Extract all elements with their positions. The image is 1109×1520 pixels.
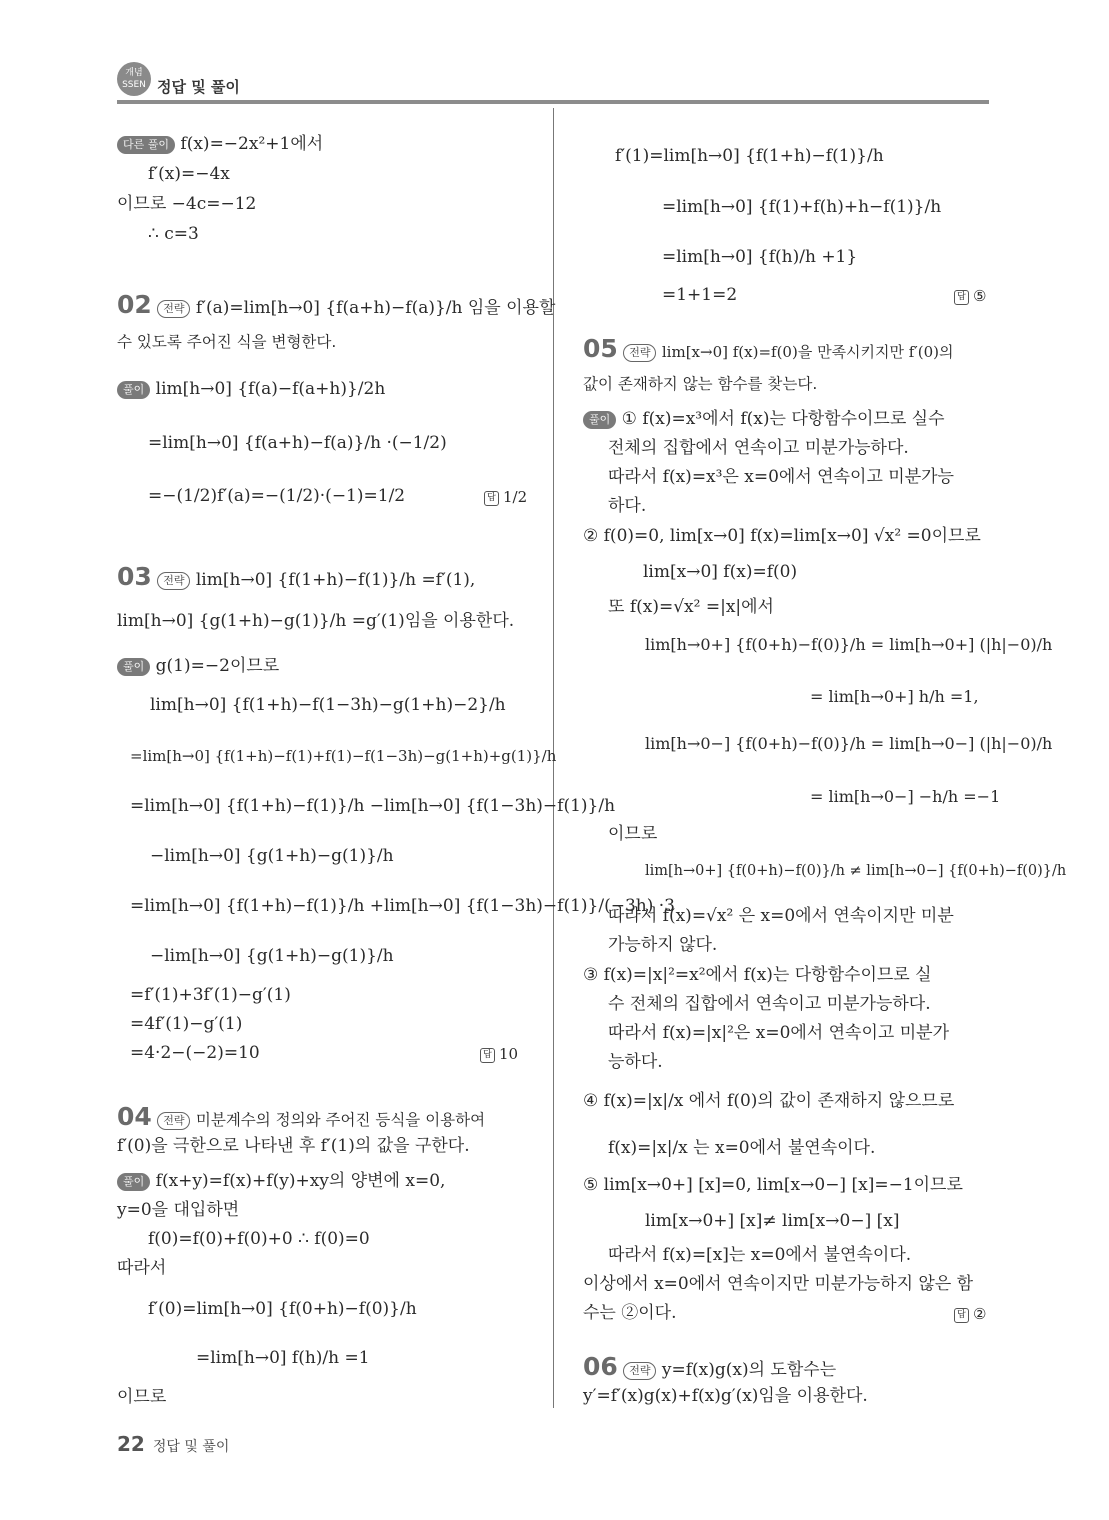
solution-line: lim[x→0] f(x)=f(0) bbox=[643, 562, 798, 582]
solution-line: =lim[h→0] {f(a+h)−f(a)}/h ·(−1/2) bbox=[148, 433, 447, 453]
solution-line: 따라서 f(x)=|x|²은 x=0에서 연속이고 미분가 bbox=[608, 1023, 949, 1043]
solution-line: 수는 ②이다. bbox=[583, 1303, 677, 1323]
solution-line: −lim[h→0] {g(1+h)−g(1)}/h bbox=[150, 946, 394, 966]
alt-line: ∴ c=3 bbox=[148, 224, 199, 244]
solution-line: =1+1=2 bbox=[662, 285, 738, 305]
answer: 답 ② bbox=[954, 1305, 986, 1323]
solution-line: ⑤ lim[x→0+] [x]=0, lim[x→0−] [x]=−1이므로 bbox=[583, 1175, 963, 1195]
solution-line: =−(1/2)f′(a)=−(1/2)·(−1)=1/2 bbox=[148, 486, 406, 506]
problem-05-header bbox=[583, 334, 954, 363]
solution-line: ② f(0)=0, lim[x→0] f(x)=lim[x→0] √x² =0이므로 bbox=[583, 526, 981, 546]
solution-line: 풀이 f(x+y)=f(x)+f(y)+xy의 양변에 x=0, bbox=[117, 1170, 445, 1192]
solution-line: =4·2−(−2)=10 bbox=[130, 1043, 260, 1063]
solution-line: f′(0)=lim[h→0] {f(0+h)−f(0)}/h bbox=[148, 1299, 417, 1319]
solution-line: 하다. bbox=[608, 496, 647, 516]
solution-line: 따라서 f(x)=√x² 은 x=0에서 연속이지만 미분 bbox=[608, 906, 954, 926]
problem-02-header bbox=[117, 290, 556, 319]
alt-solution: 다른 풀이 f(x)=−2x²+1에서 bbox=[117, 133, 323, 155]
solution-line: lim[x→0+] [x]≠ lim[x→0−] [x] bbox=[645, 1211, 900, 1231]
solution-line: 풀이 lim[h→0] {f(a)−f(a+h)}/2h bbox=[117, 378, 385, 400]
answer-mark: 답 bbox=[954, 290, 969, 305]
solution-line: 또 f(x)=√x² =|x|에서 bbox=[608, 597, 774, 617]
page-footer bbox=[117, 1432, 229, 1456]
problem-number: 04 bbox=[117, 1102, 152, 1131]
solution-line: 따라서 bbox=[117, 1258, 167, 1278]
solution-line: 풀이 g(1)=−2이므로 bbox=[117, 655, 279, 677]
strategy-tag: 전략 bbox=[157, 1112, 190, 1130]
solution-line: ④ f(x)=|x|/x 에서 f(0)의 값이 존재하지 않으므로 bbox=[583, 1091, 955, 1111]
solution-line: =4f′(1)−g′(1) bbox=[130, 1014, 243, 1034]
header-rule bbox=[117, 100, 989, 104]
solution-line: = lim[h→0−] −h/h =−1 bbox=[810, 787, 1001, 806]
solution-line: −lim[h→0] {g(1+h)−g(1)}/h bbox=[150, 846, 394, 866]
solution-line: 수 전체의 집합에서 연속이고 미분가능하다. bbox=[608, 994, 931, 1014]
problem-03-header bbox=[117, 562, 476, 591]
solution-tag: 풀이 bbox=[117, 381, 150, 399]
page-number: 22 bbox=[117, 1432, 145, 1456]
strategy-text: y′=f′(x)g(x)+f(x)g′(x)임을 이용한다. bbox=[583, 1386, 868, 1406]
solution-line: =lim[h→0] {f(1+h)−f(1)+f(1)−f(1−3h)−g(1+h)+g(1)}/h bbox=[130, 747, 557, 765]
solution-line: f′(1)=lim[h→0] {f(1+h)−f(1)}/h bbox=[615, 146, 884, 166]
solution-line: f(x)=|x|/x 는 x=0에서 불연속이다. bbox=[608, 1138, 876, 1158]
strategy-text: lim[x→0] f(x)=f(0)을 만족시키지만 f′(0)의 bbox=[661, 343, 954, 361]
strategy-text: f′(0)을 극한으로 나타낸 후 f′(1)의 값을 구한다. bbox=[117, 1136, 470, 1156]
solution-line: =lim[h→0] {f(1)+f(h)+h−f(1)}/h bbox=[662, 197, 942, 217]
answer: 답 10 bbox=[480, 1045, 518, 1063]
problem-06-header bbox=[583, 1352, 837, 1381]
strategy-tag: 전략 bbox=[623, 344, 656, 362]
solution-line: y=0을 대입하면 bbox=[117, 1200, 240, 1220]
solution-line: 풀이 ① f(x)=x³에서 f(x)는 다항함수이므로 실수 bbox=[583, 408, 945, 430]
solution-line: =lim[h→0] {f(1+h)−f(1)}/h +lim[h→0] {f(1−3h)−f(1)}/(−3h) ·3 bbox=[130, 896, 675, 916]
solution-line: 따라서 f(x)=[x]는 x=0에서 불연속이다. bbox=[608, 1245, 912, 1265]
alt-line: f′(x)=−4x bbox=[148, 164, 230, 184]
solution-line: =lim[h→0] {f(h)/h +1} bbox=[662, 247, 858, 267]
problem-number: 03 bbox=[117, 562, 152, 591]
solution-tag: 풀이 bbox=[583, 411, 616, 429]
alt-solution-tag: 다른 풀이 bbox=[117, 136, 175, 154]
strategy-text: lim[h→0] {f(1+h)−f(1)}/h =f′(1), bbox=[195, 570, 476, 590]
header-title: 정답 및 풀이 bbox=[157, 78, 240, 96]
problem-number: 05 bbox=[583, 334, 618, 363]
solution-tag: 풀이 bbox=[117, 658, 150, 676]
brand-logo: 개념 SSEN bbox=[117, 62, 151, 96]
solution-line: =f′(1)+3f′(1)−g′(1) bbox=[130, 985, 291, 1005]
solution-line: lim[h→0] {f(1+h)−f(1−3h)−g(1+h)−2}/h bbox=[150, 695, 506, 715]
answer: 답 1/2 bbox=[484, 488, 527, 506]
solution-line: 전체의 집합에서 연속이고 미분가능하다. bbox=[608, 438, 909, 458]
problem-number: 06 bbox=[583, 1352, 618, 1381]
strategy-tag: 전략 bbox=[157, 300, 190, 318]
footer-title: 정답 및 풀이 bbox=[152, 1439, 230, 1455]
strategy-text: lim[h→0] {g(1+h)−g(1)}/h =g′(1)임을 이용한다. bbox=[117, 611, 515, 631]
strategy-text: 값이 존재하지 않는 함수를 찾는다. bbox=[583, 375, 818, 393]
strategy-text: y=f(x)g(x)의 도함수는 bbox=[661, 1360, 837, 1380]
problem-number: 02 bbox=[117, 290, 152, 319]
answer-mark: 답 bbox=[484, 491, 499, 506]
problem-04-header bbox=[117, 1102, 486, 1131]
solution-line: 따라서 f(x)=x³은 x=0에서 연속이고 미분가능 bbox=[608, 467, 954, 487]
solution-line: 이므로 bbox=[117, 1387, 167, 1407]
solution-line: 이므로 bbox=[608, 824, 658, 844]
solution-line: ③ f(x)=|x|²=x²에서 f(x)는 다항함수이므로 실 bbox=[583, 965, 932, 985]
solution-line: =lim[h→0] {f(1+h)−f(1)}/h −lim[h→0] {f(1−3h)−f(1)}/h bbox=[130, 796, 616, 816]
solution-line: 가능하지 않다. bbox=[608, 935, 718, 955]
solution-line: 이상에서 x=0에서 연속이지만 미분가능하지 않은 함 bbox=[583, 1274, 974, 1294]
solution-tag: 풀이 bbox=[117, 1173, 150, 1191]
solution-line: = lim[h→0+] h/h =1, bbox=[810, 687, 979, 706]
strategy-text: 수 있도록 주어진 식을 변형한다. bbox=[117, 333, 337, 351]
solution-line: lim[h→0+] {f(0+h)−f(0)}/h ≠ lim[h→0−] {f(0+h)−f(0)}/h bbox=[645, 863, 1067, 879]
solution-line: lim[h→0+] {f(0+h)−f(0)}/h = lim[h→0+] (|h|−0)/h bbox=[645, 635, 1053, 654]
strategy-tag: 전략 bbox=[157, 572, 190, 590]
strategy-tag: 전략 bbox=[623, 1362, 656, 1380]
page-header bbox=[117, 62, 989, 106]
strategy-text: 미분계수의 정의와 주어진 등식을 이용하여 bbox=[195, 1111, 486, 1129]
answer-mark: 답 bbox=[954, 1308, 969, 1323]
answer-mark: 답 bbox=[480, 1048, 495, 1063]
solution-line: f(0)=f(0)+f(0)+0 ∴ f(0)=0 bbox=[148, 1229, 370, 1249]
answer: 답 ⑤ bbox=[954, 287, 986, 305]
solution-line: =lim[h→0] f(h)/h =1 bbox=[196, 1348, 370, 1368]
strategy-text: f′(a)=lim[h→0] {f(a+h)−f(a)}/h 임을 이용할 bbox=[195, 298, 556, 318]
alt-line: 이므로 −4c=−12 bbox=[117, 194, 257, 214]
solution-line: 능하다. bbox=[608, 1052, 663, 1072]
solution-line: lim[h→0−] {f(0+h)−f(0)}/h = lim[h→0−] (|h|−0)/h bbox=[645, 734, 1053, 753]
